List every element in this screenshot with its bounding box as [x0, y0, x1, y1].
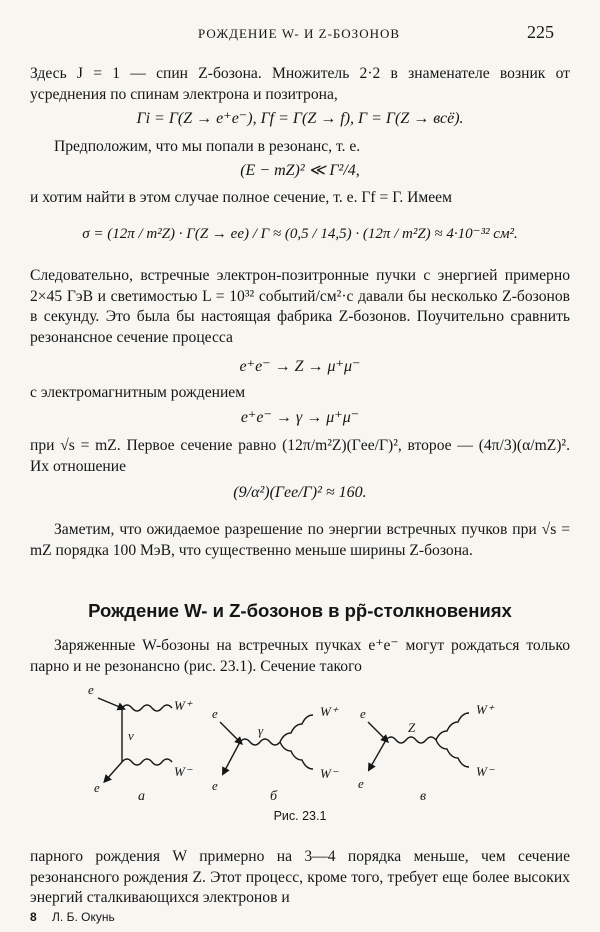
- label-c-w-plus: W⁺: [476, 702, 494, 717]
- label-b-gamma: γ: [258, 723, 264, 738]
- paragraph-ratio: при √s = mZ. Первое сечение равно (12π/m²Z)(Γee/Γ)², второе — (4π/3)(α/mZ)². Их отношение: [30, 437, 570, 475]
- page-number: 225: [527, 22, 554, 42]
- equation-resonance: (E − mZ)² ≪ Γ²/4,: [240, 162, 360, 179]
- paragraph-assume: Предположим, что мы попали в резонанс, т. е.: [54, 138, 361, 155]
- label-b-e-top: e: [212, 706, 218, 721]
- paragraph-em: с электромагнитным рождением: [30, 384, 246, 401]
- section-heading: Рождение W- и Z-бозонов в pp̃-столкновениях: [88, 600, 512, 621]
- label-c-z: Z: [408, 720, 416, 735]
- equation-sigma: σ = (12π / m²Z) · Γ(Z → ee) / Γ ≈ (0,5 / 14,5) · (12π / m²Z) ≈ 4·10⁻³² см².: [82, 226, 518, 242]
- feynman-diagrams: [84, 680, 514, 800]
- paragraph-note: Заметим, что ожидаемое разрешение по энергии встречных пучков при √s = mZ порядка 100 МэВ, что существенно меньше ширины Z-бозона.: [30, 521, 570, 559]
- equation-gamma-process: e⁺e⁻ → γ → μ⁺μ⁻: [240, 409, 360, 426]
- paragraph-pair: парного рождения W примерно на 3—4 порядка меньше, чем сечение резонансного рождения Z. Этот процесс, кроме того, требует еще более высоких энергий сталкивающихся электронов и: [30, 848, 570, 906]
- paragraph-beams: Следовательно, встречные электрон-позитронные пучки с энергией примерно 2×45 ГэВ и светимостью L = 10³² событий/см²·с давали бы несколько Z-бозонов в секунду. Это была бы настоящая фабрика Z-бозонов. Поучительно сравнить резонансное сечение процесса: [30, 267, 570, 346]
- label-c-e-bottom: e: [358, 776, 364, 791]
- label-a-nu: ν: [128, 728, 134, 743]
- author-name: Л. Б. Окунь: [52, 910, 115, 924]
- label-a-w-minus: W⁻: [174, 764, 192, 779]
- paragraph-w: Заряженные W-бозоны на встречных пучках e⁺e⁻ могут рождаться только парно и не резонансно (рис. 23.1). Сечение такого: [30, 637, 570, 675]
- label-a-letter: а: [138, 789, 145, 800]
- label-c-letter: в: [420, 789, 427, 800]
- paragraph-want: и хотим найти в этом случае полное сечение, т. е. Γf = Γ. Имеем: [30, 189, 452, 206]
- diagram-a: [88, 682, 193, 800]
- label-c-w-minus: W⁻: [476, 764, 494, 779]
- figure-caption: Рис. 23.1: [273, 809, 327, 823]
- label-a-e-bottom: e: [94, 780, 100, 795]
- diagram-c: [358, 702, 495, 800]
- page-footer: [30, 910, 115, 924]
- signature-number: 8: [30, 910, 37, 924]
- paragraph-spin: Здесь J = 1 — спин Z-бозона. Множитель 2·2 в знаменателе возник от усреднения по спинам электрона и позитрона,: [30, 65, 570, 103]
- running-header: [0, 22, 600, 46]
- equation-z-process: e⁺e⁻ → Z → μ⁺μ⁻: [239, 358, 361, 375]
- running-title: РОЖДЕНИЕ W- И Z-БОЗОНОВ: [198, 26, 401, 41]
- equation-widths: Γi = Γ(Z → e⁺e⁻), Γf = Γ(Z → f), Γ = Γ(Z → всё).: [136, 110, 464, 127]
- label-a-e-top: e: [88, 682, 94, 697]
- label-c-e-top: e: [360, 706, 366, 721]
- diagram-b: [212, 704, 339, 800]
- label-a-w-plus: W⁺: [174, 698, 192, 713]
- label-b-e-bottom: e: [212, 778, 218, 793]
- label-b-w-plus: W⁺: [320, 704, 338, 719]
- label-b-letter: б: [270, 789, 278, 800]
- equation-ratio: (9/α²)(Γee/Γ)² ≈ 160.: [233, 484, 367, 501]
- label-b-w-minus: W⁻: [320, 766, 338, 781]
